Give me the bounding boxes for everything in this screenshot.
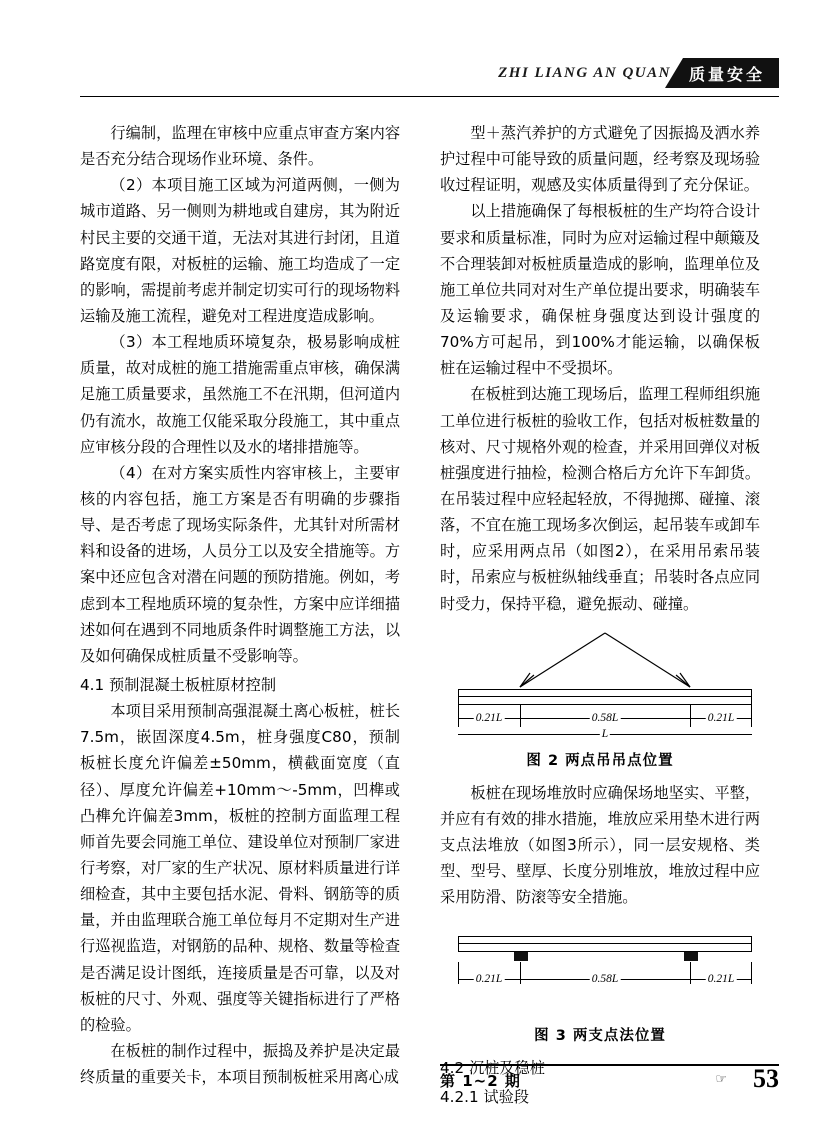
paragraph: （2）本项目施工区域为河道两侧，一侧为城市道路、另一侧则为耕地或自建房，其为附近村民主要的交通干道，无法对其进行封闭，且道路宽度有限，对板桩的运输、施工均造成了一定的影响，需提前考虑并制定切实可行的现场物料运输及施工流程，避免对工程进度造成影响。 — [80, 176, 400, 325]
header-divider — [80, 96, 779, 97]
figure-2 — [440, 631, 760, 774]
footer-issue: 第 1~2 期 — [440, 1072, 521, 1090]
dimension-label: 0.58L — [590, 970, 621, 988]
paragraph: 型＋蒸汽养护的方式避免了因振捣及洒水养护过程中可能导致的质量问题，经考察及现场验收过程证明，观感及实体质量得到了充分保证。 — [440, 124, 760, 195]
paragraph: 以上措施确保了每根板桩的生产均符合设计要求和质量标准，同时为应对运输过程中颠簸及不合理装卸对板桩质量造成的影响，监理单位及施工单位共同对对生产单位提出要求，明确装车及运输要求，确保桩身强度达到设计强度的70%方可起吊，到100%才能运输，以确保板桩在运输过程中不受损坏。 — [440, 202, 760, 378]
dimension-row — [458, 970, 752, 988]
header-badge — [498, 58, 779, 88]
section-heading-4-2-1: 4.2.1 试验段 — [440, 1088, 530, 1107]
figure-2-drawing — [450, 631, 750, 741]
header-pinyin: ZHI LIANG AN QUAN — [498, 64, 671, 81]
left-column — [80, 120, 400, 1090]
pointer-icon: ☞ — [715, 1072, 727, 1087]
dimension-row-total — [458, 725, 752, 743]
page-number: 53 — [753, 1064, 779, 1093]
paragraph: 本项目采用预制高强混凝土离心板桩，桩长7.5m，嵌固深度4.5m，桩身强度C80，预制板桩长度允许偏差±50mm，横截面宽度（直径）、厚度允许偏差+10mm～-5mm，凹榫或凸榫允许偏差3mm，板桩的控制方面监理工程师首先要会同施工单位、建设单位对预制厂家进行考察，对厂家的生产状况、原材料质量进行详细检查，其中主要包括水泥、骨料、钢筋等的质量，并由监理联合施工单位每月不定期对生产进行巡视监造，对钢筋的品种、规格、数量等检查是否满足设计图纸，连接质量是否可靠，以及对板桩的尺寸、外观、强度等关键指标进行了严格的检验。 — [80, 702, 400, 1034]
dimension-label: 0.58L — [590, 709, 621, 727]
pile-element — [458, 689, 752, 705]
pile-element — [458, 936, 752, 952]
section-heading-4-1: 4.1 预制混凝土板桩原材控制 — [80, 675, 277, 694]
paragraph: （4）在对方案实质性内容审核上，主要审核的内容包括，施工方案是否有明确的步骤指导、是否考虑了现场实际条件，尤其针对所需材料和设备的进场，人员分工以及安全措施等。方案中还应包含对潜在问题的预防措施。例如，考虑到本工程地质环境的复杂性，方案中应详细描述如何在遇到不同地质条件时调整施工方法，以及如何确保成桩质量不受影响等。 — [80, 463, 400, 665]
page-footer — [80, 1064, 779, 1098]
sling-lines-icon — [450, 631, 760, 693]
figure-2-caption: 图 2 两点吊吊点位置 — [526, 752, 674, 769]
footer-divider — [440, 1064, 779, 1066]
header-section-tag: 质量安全 — [683, 58, 779, 88]
paragraph: 板桩在现场堆放时应确保场地坚实、平整，并应有有效的排水措施，堆放应采用垫木进行两支点法堆放（如图3所示），同一层安规格、类型、型号、壁厚、长度分别堆放，堆放过程中应采用防滑、防滚等安全措施。 — [440, 783, 760, 907]
paragraph: 在板桩的制作过程中，振捣及养护是决定最终质量的重要关卡，本项目预制板桩采用离心成 — [80, 1041, 400, 1087]
paragraph: 在板桩到达施工现场后，监理工程师组织施工单位进行板桩的验收工作，包括对板桩数量的核对、尺寸规格外观的检查，并采用回弹仪对板桩强度进行抽检，检测合格后方允许下车卸货。在吊装过程中应轻起轻放，不得抛掷、碰撞、滚落，不宜在施工现场多次倒运，起吊装车或卸车时，应采用两点吊（如图2），在采用吊索吊装时，吊索应与板桩纵轴线垂直；吊装时各点应同时受力，保持平稳，避免振动、碰撞。 — [440, 385, 760, 613]
section-heading-4-2: 4.2 沉桩及稳桩 — [440, 1059, 545, 1078]
paragraph: 行编制，监理在审核中应重点审查方案内容是否充分结合现场作业环境、条件。 — [80, 124, 400, 169]
dimension-label: 0.21L — [706, 970, 737, 988]
support-block — [684, 952, 698, 961]
page-header — [0, 58, 839, 98]
figure-3-caption: 图 3 两支点法位置 — [534, 1028, 666, 1045]
dimension-label-total: L — [600, 725, 610, 743]
figure-3 — [440, 924, 760, 1049]
right-column — [440, 120, 760, 1111]
support-block — [514, 952, 528, 961]
dimension-label: 0.21L — [474, 709, 505, 727]
dimension-label: 0.21L — [474, 970, 505, 988]
paragraph: （3）本工程地质环境复杂，极易影响成桩质量，故对成桩的施工措施需重点审核，确保满足施工质量要求，虽然施工不在汛期，但河道内仍有流水，故施工仅能采取分段施工，其中重点应审核分段的合理性以及水的堵排措施等。 — [80, 333, 400, 456]
dimension-label: 0.21L — [706, 709, 737, 727]
figure-3-drawing — [450, 924, 750, 1016]
